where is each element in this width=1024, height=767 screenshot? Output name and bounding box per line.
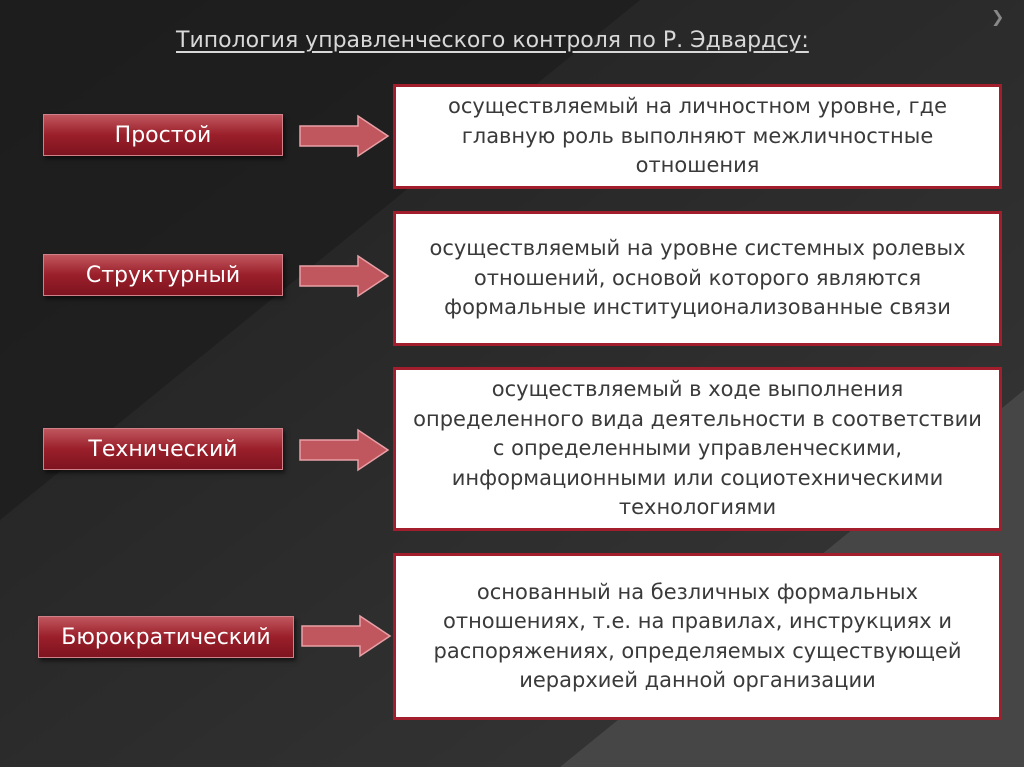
type-label-structural: Структурный [43, 254, 283, 296]
type-label-simple: Простой [43, 114, 283, 156]
svg-text:❯: ❯ [991, 7, 1005, 26]
type-label-bureaucratic: Бюрократический [38, 616, 294, 658]
description-box-simple [393, 84, 1002, 189]
arrow-right-icon [300, 614, 392, 658]
type-label-technical: Технический [43, 428, 283, 470]
description-box-technical [393, 367, 1002, 531]
description-box-bureaucratic [393, 553, 1002, 720]
arrow-right-icon [298, 428, 390, 472]
arrow-right-icon [298, 114, 390, 158]
arrow-right-icon [298, 254, 390, 298]
page-title: Типология управленческого контроля по Р. Эдвардсу: [176, 28, 809, 53]
description-text: основанный на безличных формальных отношениях, т.е. на правилах, инструкциях и распоряжениях, определяемых существующей иерархией данной организации [433, 579, 962, 692]
description-box-structural [393, 211, 1002, 346]
description-text: осуществляемый на уровне системных ролевых отношений, основой которого являются формальные институционализованные связи [429, 236, 966, 320]
description-text: осуществляемый на личностном уровне, где главную роль выполняют межличностные отношения [447, 94, 948, 178]
description-text: осуществляемый в ходе выполнения определенного вида деятельности в соответствии с определенными управленческими, информационными или социотехническими технологиями [413, 377, 982, 520]
